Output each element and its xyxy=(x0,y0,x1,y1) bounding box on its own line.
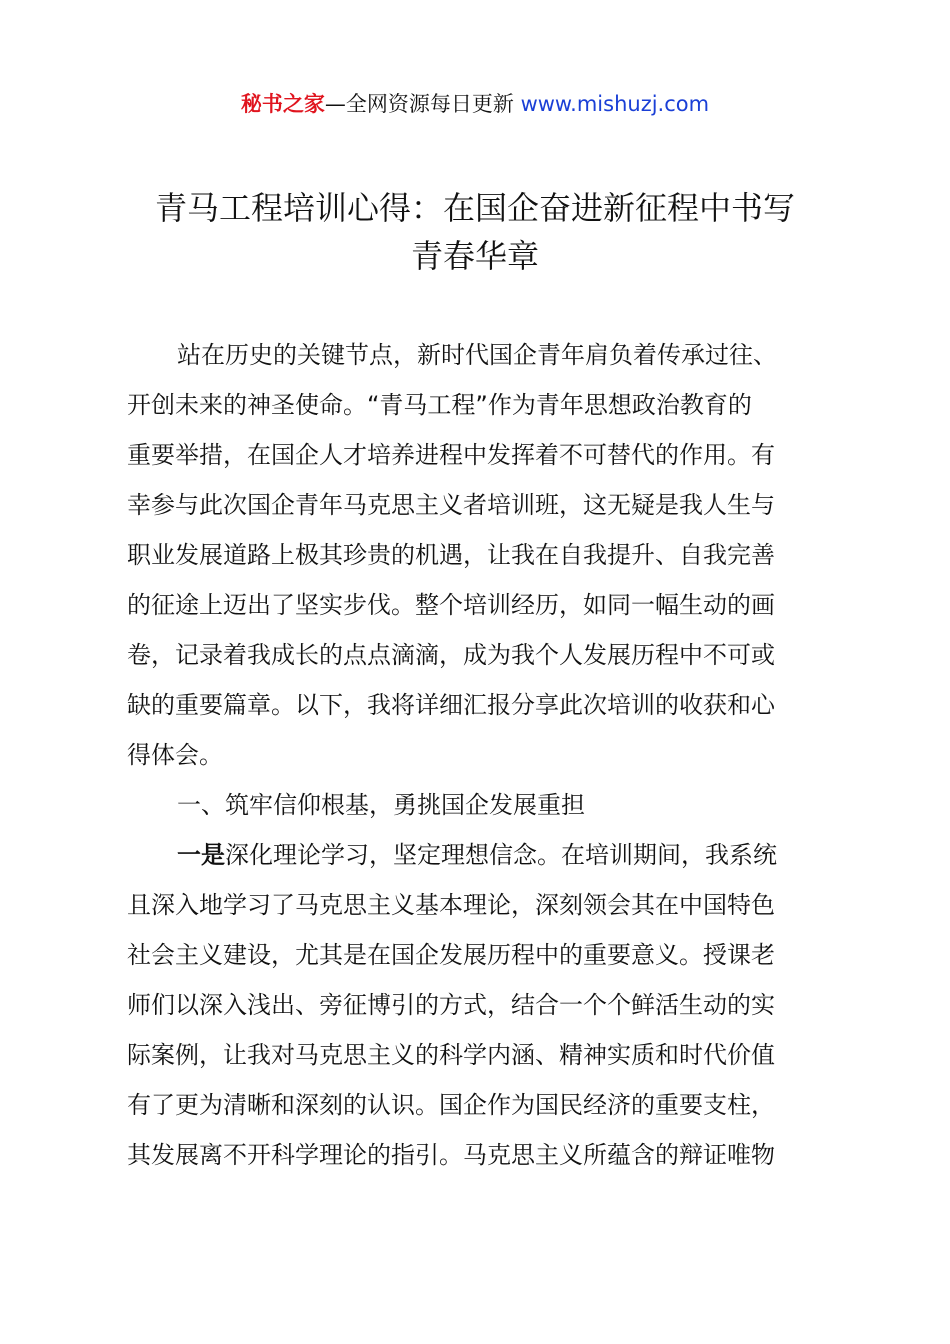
brand-name: 秘书之家 xyxy=(240,92,325,116)
paragraph-2-first-line xyxy=(127,830,827,880)
header-slogan: —全网资源每日更新 xyxy=(324,92,521,116)
paragraph-1-line: 卷，记录着我成长的点点滴滴，成为我个人发展历程中不可或 xyxy=(127,641,775,669)
document-title xyxy=(100,184,850,280)
paragraph-2-line: 且深入地学习了马克思主义基本理论，深刻领会其在中国特色 xyxy=(127,891,775,919)
site-header xyxy=(0,88,950,120)
paragraph-2-line: 师们以深入浅出、旁征博引的方式，结合一个个鲜活生动的实 xyxy=(127,991,775,1019)
paragraph-2-line: 际案例，让我对马克思主义的科学内涵、精神实质和时代价值 xyxy=(127,1041,775,1069)
paragraph-2-lead: 一是 xyxy=(177,841,225,869)
paragraph-1-line: 站在历史的关键节点，新时代国企青年肩负着传承过往、 xyxy=(177,341,777,369)
paragraph-1-line: 幸参与此次国企青年马克思主义者培训班，这无疑是我人生与 xyxy=(127,491,775,519)
paragraph-1-line: 重要举措，在国企人才培养进程中发挥着不可替代的作用。有 xyxy=(127,441,775,469)
paragraph-1-line: 缺的重要篇章。以下，我将详细汇报分享此次培训的收获和心 xyxy=(127,691,775,719)
paragraph-2-line: 有了更为清晰和深刻的认识。国企作为国民经济的重要支柱， xyxy=(127,1091,775,1119)
paragraph-1-line: 得体会。 xyxy=(127,741,223,769)
section-1-heading: 一、筑牢信仰根基，勇挑国企发展重担 xyxy=(177,791,585,819)
title-line-1: 青马工程培训心得：在国企奋进新征程中书写 xyxy=(154,189,795,227)
site-url-link[interactable]: www.mishuzj.com xyxy=(520,92,710,116)
paragraph-1-line: 的征途上迈出了坚实步伐。整个培训经历，如同一幅生动的画 xyxy=(127,591,775,619)
paragraph-1-line: 开创未来的神圣使命。“青马工程”作为青年思想政治教育的 xyxy=(127,391,752,419)
paragraph-2-line: 其发展离不开科学理论的指引。马克思主义所蕴含的辩证唯物 xyxy=(127,1141,775,1169)
title-line-2: 青春华章 xyxy=(410,237,539,275)
document-body xyxy=(127,330,827,1180)
paragraph-2-first-text: 深化理论学习，坚定理想信念。在培训期间，我系统 xyxy=(225,841,777,869)
paragraph-2-line: 社会主义建设，尤其是在国企发展历程中的重要意义。授课老 xyxy=(127,941,775,969)
paragraph-1-line: 职业发展道路上极其珍贵的机遇，让我在自我提升、自我完善 xyxy=(127,541,775,569)
